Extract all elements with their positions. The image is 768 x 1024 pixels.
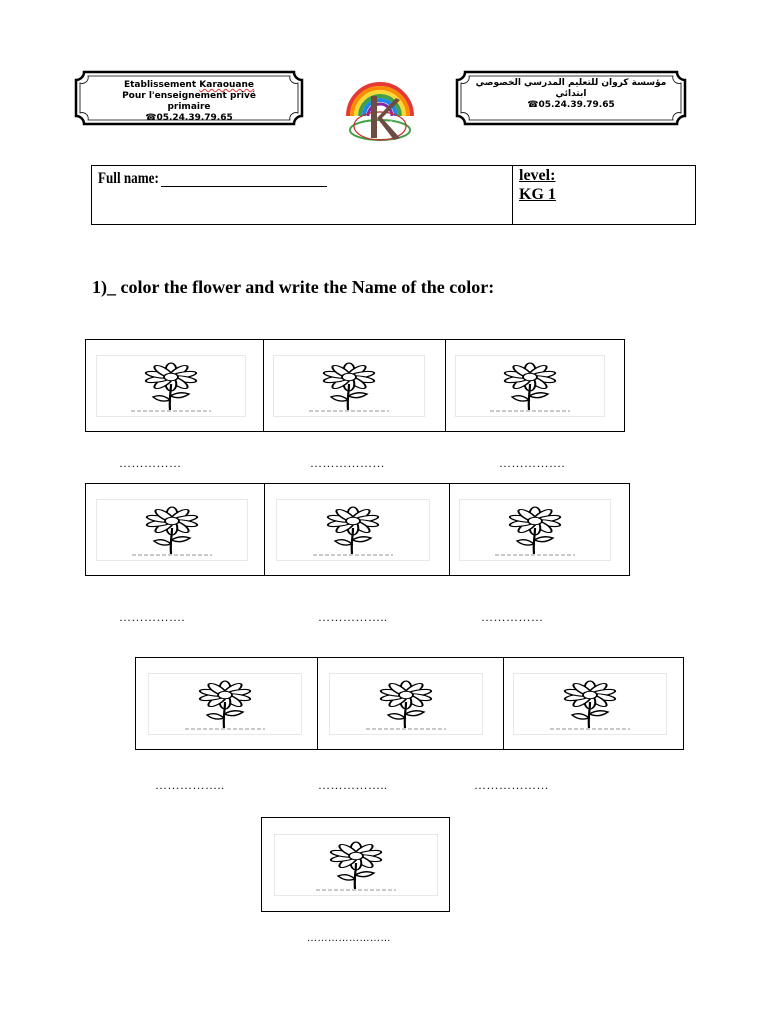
plaque-line-2: Pour l'enseignement privé xyxy=(122,91,256,101)
answer-blank[interactable]: …………… xyxy=(119,456,182,470)
flower-row-1 xyxy=(85,339,625,432)
flower-card xyxy=(273,355,425,417)
watermark xyxy=(131,410,211,412)
flower-cell[interactable] xyxy=(503,658,683,749)
flower-cell[interactable] xyxy=(445,340,624,431)
flower-cell[interactable] xyxy=(317,658,504,749)
fullname-label: Full name: xyxy=(98,170,159,187)
flower-cell[interactable] xyxy=(136,658,318,749)
plaque-phone: ☎05.24.39.79.65 xyxy=(145,113,233,123)
answer-blank[interactable]: …………….. xyxy=(318,778,388,792)
level-label: level: xyxy=(519,167,556,184)
answer-blank[interactable]: …………………… xyxy=(307,933,391,944)
watermark xyxy=(490,410,570,412)
school-logo xyxy=(338,78,422,146)
answer-blank[interactable]: …………….. xyxy=(155,778,225,792)
flower-cell[interactable] xyxy=(262,818,449,911)
plaque-arabic-line-2: ابتدائي xyxy=(555,89,587,99)
flower-card xyxy=(274,834,438,896)
flower-outline-icon[interactable] xyxy=(490,360,570,412)
level-block xyxy=(519,166,556,204)
level-value: KG 1 xyxy=(519,186,556,203)
plaque-line-1-prefix: Etablissement xyxy=(123,80,200,90)
answer-blank[interactable]: …………….. xyxy=(318,610,388,624)
plaque-arabic-phone: ☎05.24.39.79.65 xyxy=(527,100,615,110)
plaque-arabic-line-1: مؤسسة كروان للتعليم المدرسي الخصوصي xyxy=(475,78,667,88)
flower-cell[interactable] xyxy=(86,484,265,575)
answer-blank[interactable]: ……………… xyxy=(474,778,549,792)
right-plaque-text xyxy=(455,78,687,111)
flower-outline-icon[interactable] xyxy=(366,678,446,730)
answer-blank[interactable]: …………… xyxy=(481,610,544,624)
flower-card xyxy=(513,673,667,735)
flower-card xyxy=(96,355,246,417)
flower-card xyxy=(148,673,302,735)
watermark xyxy=(550,728,630,730)
logo-letter: K xyxy=(390,120,393,125)
watermark xyxy=(366,728,446,730)
watermark xyxy=(185,728,265,730)
plaque-school-name: Karaouane xyxy=(199,80,254,90)
flower-outline-icon[interactable] xyxy=(313,504,393,556)
flower-cell[interactable] xyxy=(264,484,450,575)
flower-card xyxy=(96,499,248,561)
flower-outline-icon[interactable] xyxy=(309,360,389,412)
flower-cell[interactable] xyxy=(263,340,446,431)
watermark xyxy=(313,554,393,556)
flower-cell[interactable] xyxy=(449,484,629,575)
flower-card xyxy=(276,499,430,561)
answer-blank[interactable]: ……………. xyxy=(119,610,185,624)
flower-outline-icon[interactable] xyxy=(316,839,396,891)
flower-outline-icon[interactable] xyxy=(185,678,265,730)
left-plaque-text xyxy=(74,80,304,124)
question-1: 1)_ color the flower and write the Name of the color: xyxy=(92,277,495,297)
watermark xyxy=(132,554,212,556)
flower-cell[interactable] xyxy=(86,340,264,431)
flower-row-3 xyxy=(135,657,684,750)
watermark xyxy=(309,410,389,412)
answer-blank[interactable]: ……………… xyxy=(310,456,385,470)
flower-card xyxy=(459,499,611,561)
flower-card xyxy=(455,355,605,417)
watermark xyxy=(316,889,396,891)
student-info-box xyxy=(91,165,696,225)
watermark xyxy=(495,554,575,556)
flower-card xyxy=(329,673,483,735)
flower-row-4 xyxy=(261,817,450,912)
flower-outline-icon[interactable] xyxy=(495,504,575,556)
fullname-answer-line[interactable] xyxy=(161,186,327,187)
flower-outline-icon[interactable] xyxy=(550,678,630,730)
flower-outline-icon[interactable] xyxy=(131,360,211,412)
answer-blank[interactable]: ……………. xyxy=(499,456,565,470)
info-divider xyxy=(512,166,513,224)
flower-row-2 xyxy=(85,483,630,576)
plaque-line-3: primaire xyxy=(167,102,211,112)
flower-outline-icon[interactable] xyxy=(132,504,212,556)
